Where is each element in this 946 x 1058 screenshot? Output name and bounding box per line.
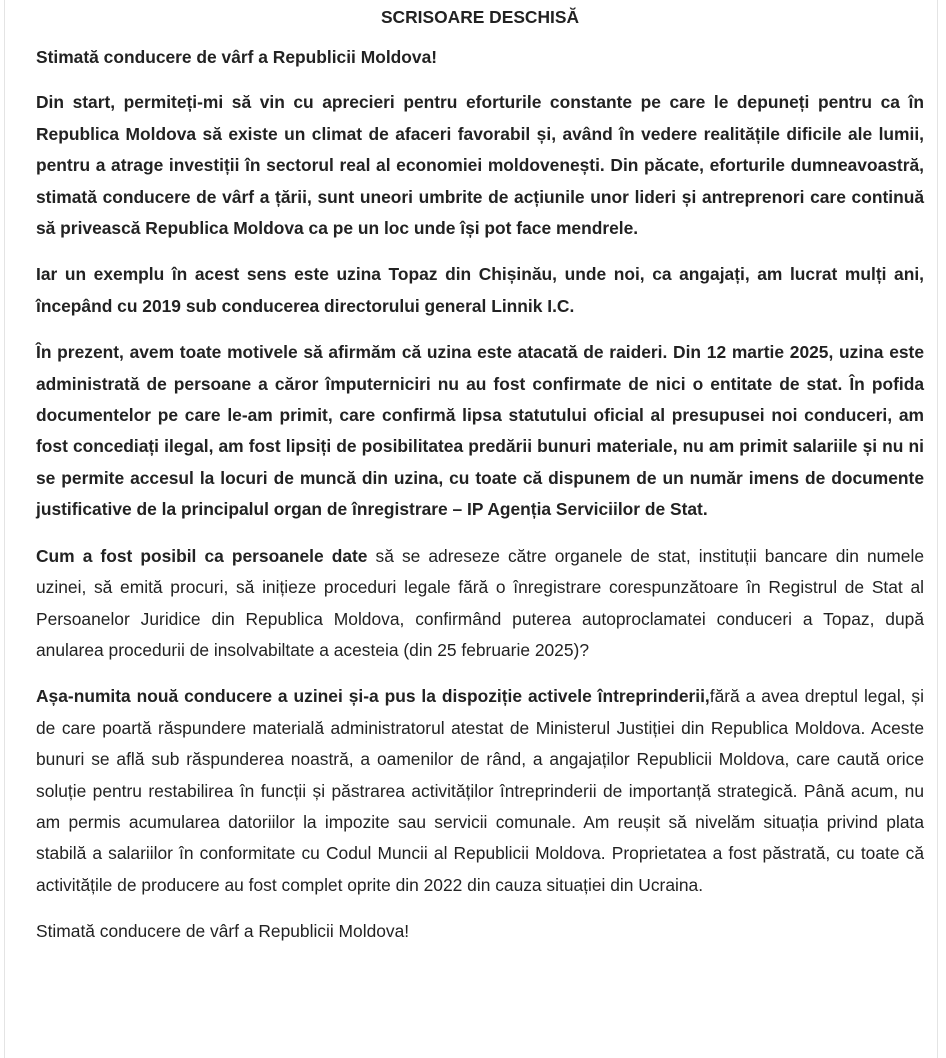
letter-page <box>4 0 938 1058</box>
salutation: Stimată conducere de vârf a Republicii Moldova! <box>36 47 438 67</box>
paragraph-2: Iar un exemplu în acest sens este uzina Topaz din Chișinău, unde noi, ca angajați, am lucrat mulți ani, începând cu 2019 sub conducerea directorului general Linnik I.C. <box>36 264 924 316</box>
paragraph-5 <box>36 681 924 901</box>
paragraph-3: În prezent, avem toate motivele să afirmăm că uzina este atacată de raideri. Din 12 martie 2025, uzina este administrată de persoane a căror împuterniciri nu au fost confirmate de nici o entitate de stat. În pofida documentelor pe care le-am primit, care confirmă lipsa statutului oficial al presupusei noi conduceri, am fost concediați ilegal, am fost lipsiți de posibilitatea predării bunuri materiale, nu am primit salariile și nu ni se permite accesul la locuri de muncă din uzina, cu toate că dispunem de un număr imens de documente justificative de la principalul organ de înregistrare – IP Agenția Serviciilor de Stat. <box>36 342 924 520</box>
paragraph-4-bold-lead: Cum a fost posibil ca persoanele date <box>36 545 368 566</box>
paragraph-5-text: fără a avea dreptul legal, și de care poartă răspundere materială administratorul atestat de Ministerul Justiției din Republica Moldova. Aceste bunuri se află sub răspunderea noastră, a oamenilor de rând, a angajaților Republicii Moldova, care caută orice soluție pentru restabilirea în funcții și păstrarea activităților întreprinderii de importanță strategică. Până acum, nu am permis acumularea datoriilor la impozite sau servicii comunale. Am reușit să nivelăm situația privind plata stabilă a salariilor în conformitate cu Codul Muncii al Republicii Moldova. Proprietatea a fost păstrată, cu toate că activitățile de producere au fost complet oprite din 2022 din cauza situației din Ucraina. <box>36 686 924 895</box>
paragraph-4-text: să se adreseze către organele de stat, instituții bancare din numele uzinei, să emită procuri, să inițieze proceduri legale fără o înregistrare corespunzătoare în Registrul de Stat al Persoanelor Juridice din Republica Moldova, confirmând puterea autoproclamatei conduceri a Topaz, după anularea procedurii de insolvabiltate a acesteia (din 25 februarie 2025)? <box>36 545 924 660</box>
paragraph-5-bold-lead: Așa-numita nouă conducere a uzinei și-a pus la dispoziție activele întreprinderii, <box>36 686 710 707</box>
paragraph-1: Din start, permiteți-mi să vin cu aprecieri pentru eforturile constante pe care le depuneți pentru ca în Republica Moldova să existe un climat de afaceri favorabil și, având în vedere realitățile dificile ale lumii, pentru a atrage investiții în sectorul real al economiei moldovenești. Din păcate, eforturile dumneavoastră, stimată conducere de vârf a țării, sunt uneori umbrite de acțiunile unor lideri și antreprenori care continuă să privească Republica Moldova ca pe un loc unde își pot face mendrele. <box>36 92 924 239</box>
closing-salutation: Stimată conducere de vârf a Republicii Moldova! <box>36 921 410 942</box>
paragraph-4 <box>36 541 924 667</box>
letter-content <box>36 6 924 948</box>
letter-title: SCRISOARE DESCHISĂ <box>380 7 580 27</box>
